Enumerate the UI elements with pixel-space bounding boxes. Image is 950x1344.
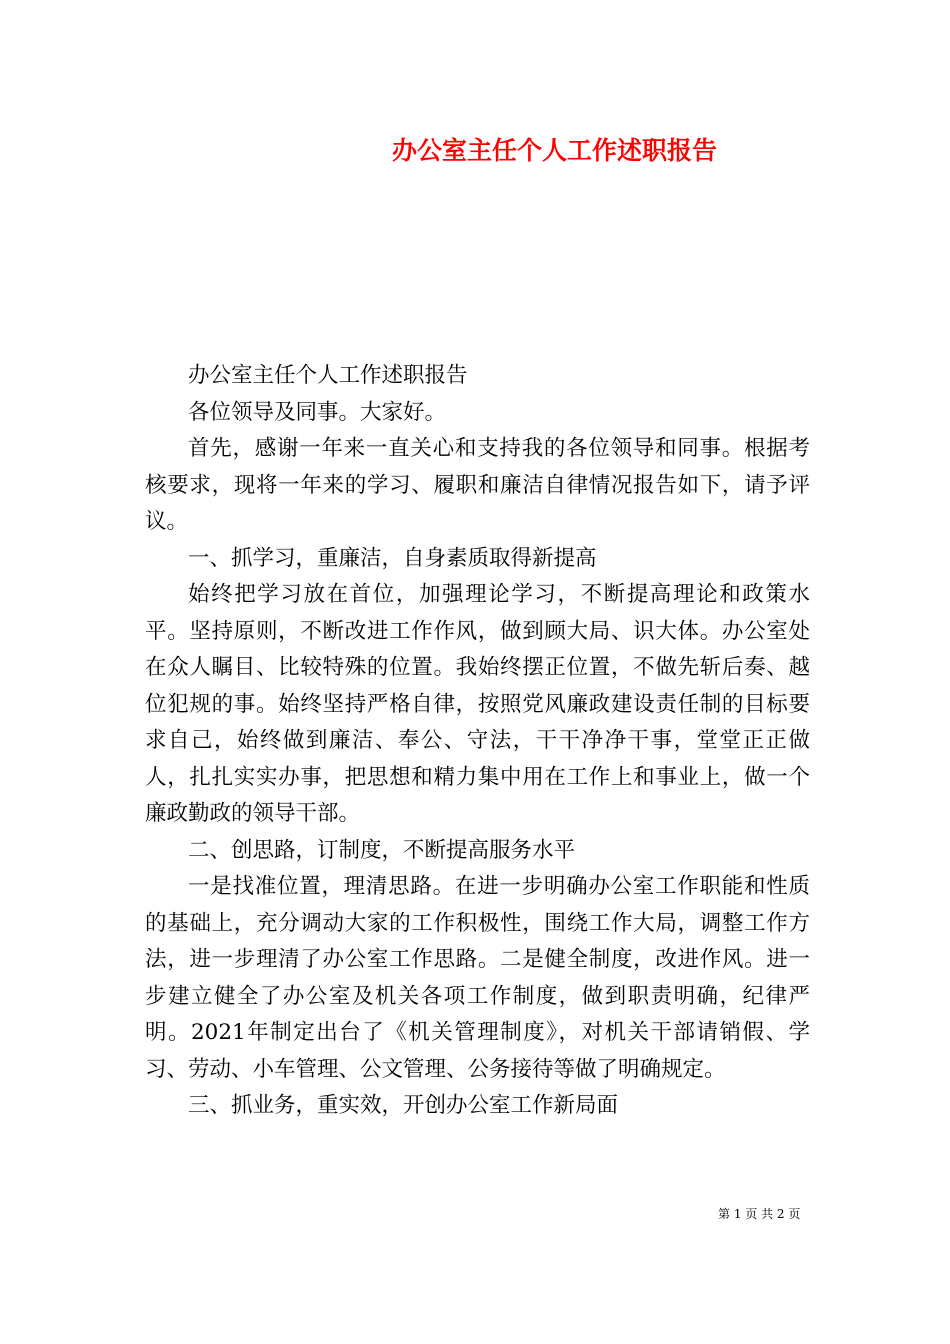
paragraph-section-1: 始终把学习放在首位，加强理论学习，不断提高理论和政策水平。坚持原则，不断改进工作作风，做到顾大局、识大体。办公室处在众人瞩目、比较特殊的位置。我始终摆正位置，不做先斩后奏、越位犯规的事。始终坚持严格自律，按照党风廉政建设责任制的目标要求自己，始终做到廉洁、奉公、守法，干干净净干事，堂堂正正做人，扎扎实实办事，把思想和精力集中用在工作上和事业上，做一个廉政勤政的领导干部。 [145, 582, 810, 826]
paragraph-greeting: 各位领导及同事。大家好。 [188, 399, 447, 425]
paragraph-subtitle: 办公室主任个人工作述职报告 [188, 363, 468, 388]
document-body [145, 358, 810, 1125]
section-heading-3: 三、抓业务，重实效，开创办公室工作新局面 [188, 1093, 619, 1118]
section-heading-1: 一、抓学习，重廉洁，自身素质取得新提高 [188, 545, 597, 571]
section-heading-2: 二、创思路，订制度，不断提高服务水平 [188, 837, 576, 863]
page-number-footer: 第 1 页 共 2 页 [718, 1207, 801, 1221]
paragraph-intro: 首先，感谢一年来一直关心和支持我的各位领导和同事。根据考核要求，现将一年来的学习、履职和廉洁自律情况报告如下，请予评议。 [145, 436, 810, 534]
paragraph-section-2: 一是找准位置，理清思路。在进一步明确办公室工作职能和性质的基础上，充分调动大家的工作积极性，围绕工作大局，调整工作方法，进一步理清了办公室工作思路。二是健全制度，改进作风。进一步建立健全了办公室及机关各项工作制度，做到职责明确，纪律严明。2021年制定出台了《机关管理制度》，对机关干部请销假、学习、劳动、小车管理、公文管理、公务接待等做了明确规定。 [145, 874, 810, 1082]
document-title: 办公室主任个人工作述职报告 [392, 136, 718, 165]
